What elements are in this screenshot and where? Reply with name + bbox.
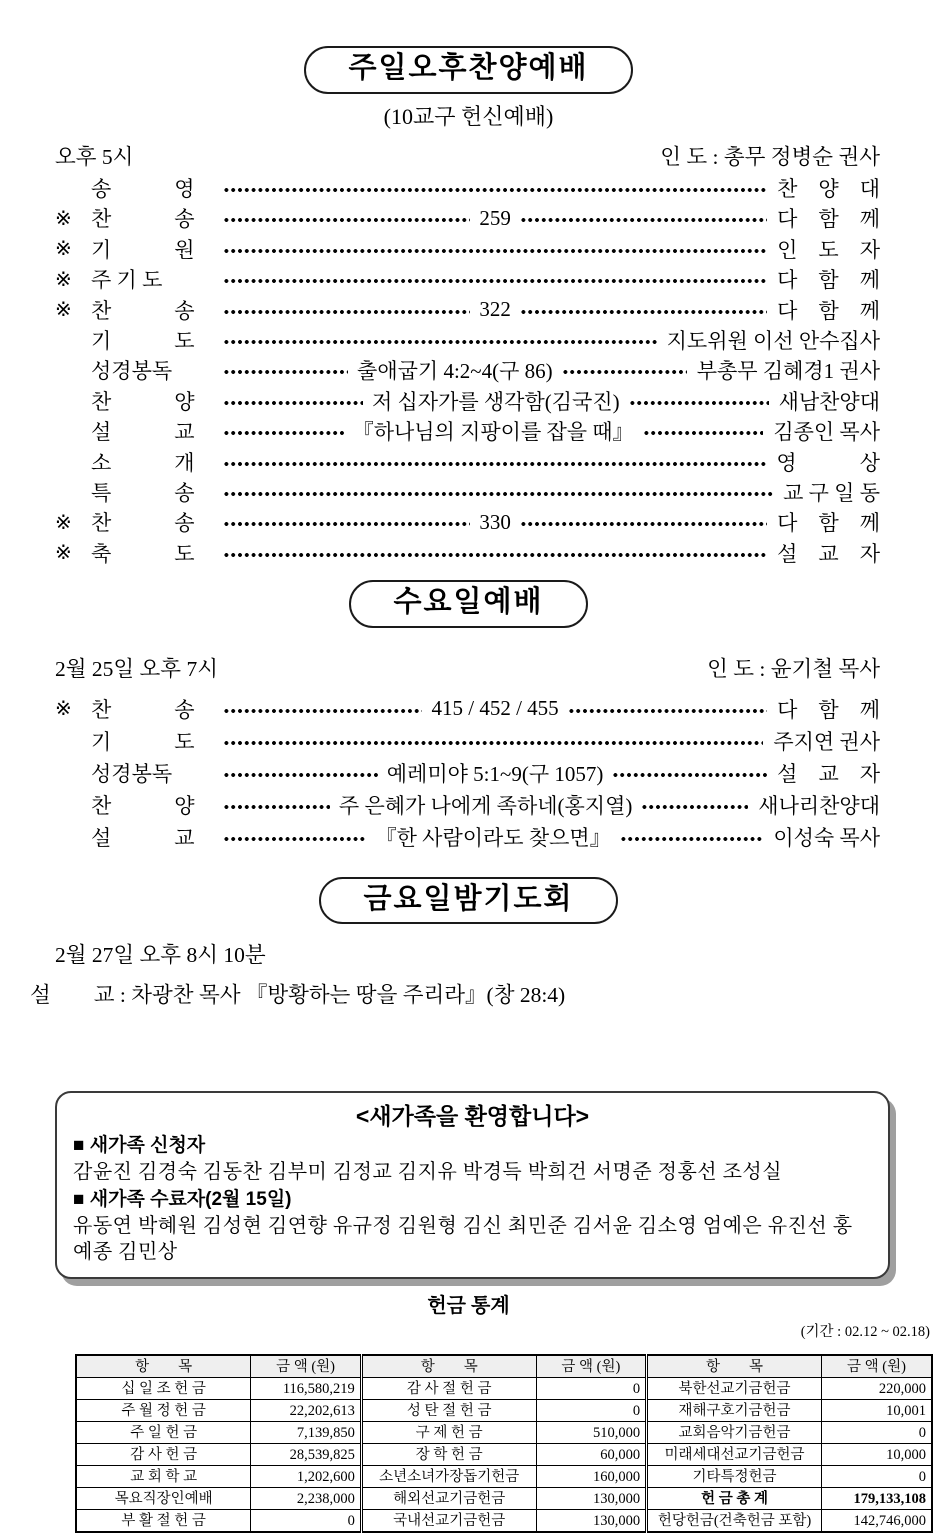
offering-item-cell: 감 사 절 헌 금 <box>361 1378 536 1400</box>
offering-item-cell: 교 회 학 교 <box>76 1466 251 1488</box>
item-detail: 322 <box>479 297 511 322</box>
service-row <box>55 477 880 507</box>
offering-item-cell: 부 활 절 헌 금 <box>76 1510 251 1533</box>
item-name: 성경봉독 <box>91 359 173 384</box>
sunday-item-list <box>0 173 937 568</box>
section-title-sunday-afternoon: 주일오후찬양예배 <box>304 46 632 94</box>
applicants-names: 감윤진 김경숙 김동찬 김부미 김정교 김지유 박경득 박희건 서명준 정홍선 조성실 <box>73 1161 783 1184</box>
item-name: 찬 송 <box>91 207 195 232</box>
dot-leader <box>223 461 766 467</box>
item-name: 찬 송 <box>91 298 195 323</box>
offering-item-cell: 감 사 헌 금 <box>76 1444 251 1466</box>
offering-item-cell: 소년소녀가장돕기헌금 <box>361 1466 536 1488</box>
header-item: 항 목 <box>647 1355 822 1378</box>
service-row <box>55 294 880 324</box>
dot-leader <box>520 521 767 527</box>
item-name: 기 원 <box>91 237 195 262</box>
sunday-time: 오후 5시 <box>55 144 134 169</box>
asterisk-marker: ※ <box>55 238 72 261</box>
item-detail: 259 <box>479 205 511 230</box>
service-row <box>55 264 880 294</box>
dot-leader <box>612 772 767 778</box>
wednesday-meta-row <box>0 656 937 683</box>
service-row <box>55 325 880 355</box>
item-person: 다 함 께 <box>777 207 881 232</box>
service-row <box>55 693 880 725</box>
graduates-label: ■ 새가족 수료자(2월 15일) <box>73 1189 292 1211</box>
offering-table-wrap <box>75 1354 933 1533</box>
offering-amount-cell: 0 <box>536 1378 647 1400</box>
service-row <box>55 416 880 446</box>
offering-item-cell: 재해구호기금헌금 <box>647 1400 822 1422</box>
item-detail: 『하나님의 지팡이를 잡을 때』 <box>352 420 634 445</box>
offering-item-cell: 기타특정헌금 <box>647 1466 822 1488</box>
service-row <box>55 507 880 537</box>
offering-row <box>76 1444 932 1466</box>
offering-amount-cell: 60,000 <box>536 1444 647 1466</box>
item-name: 설 교 <box>91 420 195 445</box>
item-name: 찬 양 <box>91 389 195 414</box>
header-amount: 금 액 (원) <box>821 1355 932 1378</box>
offering-title: 헌금 통계 <box>427 1295 510 1318</box>
dot-leader <box>223 369 348 375</box>
sunday-leader: 인 도 : 총무 정병순 권사 <box>660 144 880 169</box>
offering-row <box>76 1488 932 1510</box>
offering-table <box>75 1354 933 1533</box>
offering-amount-cell: 7,139,850 <box>251 1422 362 1444</box>
dot-leader <box>223 521 470 527</box>
offering-item-cell: 미래세대선교기금헌금 <box>647 1444 822 1466</box>
dot-leader <box>562 369 687 375</box>
item-name: 소 개 <box>91 450 195 475</box>
offering-item-cell: 북한선교기금헌금 <box>647 1378 822 1400</box>
dot-leader <box>223 772 378 778</box>
service-row <box>55 537 880 567</box>
item-person: 다 함 께 <box>777 697 880 722</box>
offering-amount-cell: 160,000 <box>536 1466 647 1488</box>
offering-item-cell: 성 탄 절 헌 금 <box>361 1400 536 1422</box>
item-name: 특 송 <box>91 480 195 505</box>
dot-leader <box>223 400 363 406</box>
item-person: 인 도 자 <box>777 237 880 262</box>
offering-row <box>76 1422 932 1444</box>
item-name: 성경봉독 <box>91 761 173 786</box>
item-name: 설 교 <box>91 825 195 850</box>
friday-date-time: 2월 27일 오후 8시 10분 <box>55 943 266 968</box>
item-person: 교 구 일 동 <box>783 480 880 505</box>
item-person: 새나리찬양대 <box>758 793 880 818</box>
offering-item-cell: 해외선교기금헌금 <box>361 1488 536 1510</box>
item-name: 송 영 <box>91 176 195 201</box>
item-person: 부총무 김혜경1 권사 <box>696 359 881 384</box>
offering-amount-cell: 179,133,108 <box>821 1488 932 1510</box>
offering-item-cell: 십 일 조 헌 금 <box>76 1378 251 1400</box>
offering-amount-cell: 130,000 <box>536 1510 647 1533</box>
header-amount: 금 액 (원) <box>251 1355 362 1378</box>
offering-table-body <box>76 1378 932 1533</box>
dot-leader <box>223 187 767 193</box>
item-person: 영 상 <box>776 450 880 475</box>
asterisk-marker: ※ <box>55 698 72 721</box>
offering-amount-cell: 22,202,613 <box>251 1400 362 1422</box>
dot-leader <box>223 708 422 714</box>
offering-item-cell: 장 학 헌 금 <box>361 1444 536 1466</box>
asterisk-marker: ※ <box>55 268 72 291</box>
asterisk-marker: ※ <box>55 511 72 534</box>
item-detail: 『한 사람이라도 찾으면』 <box>375 825 611 850</box>
sunday-meta-row <box>0 144 937 171</box>
item-name: 찬 송 <box>91 697 195 722</box>
asterisk-marker: ※ <box>55 299 72 322</box>
new-family-box <box>55 1091 890 1279</box>
dot-leader <box>223 309 470 315</box>
dot-leader <box>223 491 773 497</box>
dot-leader <box>520 309 767 315</box>
offering-row <box>76 1378 932 1400</box>
offering-amount-cell: 10,000 <box>821 1444 932 1466</box>
dot-leader <box>223 430 344 436</box>
service-row <box>55 386 880 416</box>
offering-amount-cell: 116,580,219 <box>251 1378 362 1400</box>
applicants-label: ■ 새가족 신청자 <box>73 1135 206 1157</box>
item-person: 주지연 권사 <box>773 729 880 754</box>
dot-leader <box>223 248 767 254</box>
wednesday-date-time: 2월 25일 오후 7시 <box>55 656 218 681</box>
offering-amount-cell: 0 <box>821 1466 932 1488</box>
item-name: 기 도 <box>91 328 195 353</box>
dot-leader <box>223 339 657 345</box>
dot-leader <box>223 804 330 810</box>
offering-item-cell: 헌당헌금(건축헌금 포함) <box>647 1510 822 1533</box>
offering-amount-cell: 28,539,825 <box>251 1444 362 1466</box>
service-row <box>55 725 880 757</box>
service-row <box>55 203 880 233</box>
wednesday-item-list <box>0 693 937 853</box>
offering-row <box>76 1400 932 1422</box>
offering-amount-cell: 0 <box>821 1422 932 1444</box>
asterisk-marker: ※ <box>55 542 72 565</box>
item-person: 다 함 께 <box>777 298 881 323</box>
dot-leader <box>643 430 764 436</box>
item-name: 찬 양 <box>91 793 195 818</box>
dot-leader <box>223 278 767 284</box>
item-name: 기 도 <box>91 729 195 754</box>
dot-leader <box>641 804 748 810</box>
service-row <box>55 757 880 789</box>
dot-leader <box>223 740 763 746</box>
item-detail: 저 십자가를 생각함(김국진) <box>371 389 620 414</box>
item-name: 축 도 <box>91 541 195 566</box>
item-person: 설 교 자 <box>777 541 880 566</box>
offering-row <box>76 1510 932 1533</box>
item-person: 새남찬양대 <box>778 389 881 414</box>
offering-item-cell: 교회음악기금헌금 <box>647 1422 822 1444</box>
service-row <box>55 446 880 476</box>
dot-leader <box>629 400 769 406</box>
item-person: 지도위원 이선 안수집사 <box>666 328 880 353</box>
item-person: 다 함 께 <box>777 268 880 293</box>
service-row <box>55 234 880 264</box>
offering-amount-cell: 510,000 <box>536 1422 647 1444</box>
section-title-wednesday: 수요일예배 <box>349 580 587 628</box>
dot-leader <box>223 552 767 558</box>
item-person: 김종인 목사 <box>773 420 880 445</box>
offering-item-cell: 주 월 정 헌 금 <box>76 1400 251 1422</box>
item-name: 주 기 도 <box>91 268 163 293</box>
section-title-friday: 금요일밤기도회 <box>319 877 617 925</box>
friday-sermon-line: 설 교 : 차광찬 목사 『방황하는 땅을 주리라』(창 28:4) <box>30 983 566 1008</box>
header-amount: 금 액 (원) <box>536 1355 647 1378</box>
offering-amount-cell: 220,000 <box>821 1378 932 1400</box>
offering-amount-cell: 130,000 <box>536 1488 647 1510</box>
offering-period: (기간 : 02.12 ~ 02.18) <box>800 1324 930 1341</box>
offering-amount-cell: 142,746,000 <box>821 1510 932 1533</box>
item-detail: 주 은혜가 나에게 족하네(홍지열) <box>338 793 633 818</box>
item-person: 다 함 께 <box>777 511 881 536</box>
offering-item-cell: 헌 금 총 계 <box>647 1488 822 1510</box>
item-detail: 예레미야 5:1~9(구 1057) <box>386 761 604 786</box>
dot-leader <box>223 836 367 842</box>
sunday-subtitle: (10교구 헌신예배) <box>383 103 554 129</box>
item-person: 찬 양 대 <box>777 176 880 201</box>
offering-item-cell: 목요직장인예배 <box>76 1488 251 1510</box>
service-row <box>55 821 880 853</box>
service-row <box>55 173 880 203</box>
dot-leader <box>520 217 767 223</box>
offering-item-cell: 구 제 헌 금 <box>361 1422 536 1444</box>
item-person: 이성숙 목사 <box>773 825 881 850</box>
dot-leader <box>223 217 470 223</box>
offering-amount-cell: 10,001 <box>821 1400 932 1422</box>
offering-amount-cell: 0 <box>536 1400 647 1422</box>
item-person: 설 교 자 <box>777 761 881 786</box>
item-detail: 330 <box>479 509 511 534</box>
offering-amount-cell: 0 <box>251 1510 362 1533</box>
wednesday-leader: 인 도 : 윤기철 목사 <box>707 656 880 681</box>
offering-header-row <box>76 1355 932 1378</box>
offering-item-cell: 국내선교기금헌금 <box>361 1510 536 1533</box>
item-detail: 415 / 452 / 455 <box>431 696 559 721</box>
header-item: 항 목 <box>76 1355 251 1378</box>
offering-amount-cell: 2,238,000 <box>251 1488 362 1510</box>
header-item: 항 목 <box>361 1355 536 1378</box>
item-name: 찬 송 <box>91 511 195 536</box>
service-row <box>55 355 880 385</box>
dot-leader <box>620 836 764 842</box>
new-family-title: <새가족을 환영합니다> <box>355 1103 590 1130</box>
dot-leader <box>568 708 767 714</box>
service-row <box>55 789 880 821</box>
item-detail: 출애굽기 4:2~4(구 86) <box>357 359 553 384</box>
offering-amount-cell: 1,202,600 <box>251 1466 362 1488</box>
offering-item-cell: 주 일 헌 금 <box>76 1422 251 1444</box>
offering-row <box>76 1466 932 1488</box>
asterisk-marker: ※ <box>55 207 72 230</box>
graduates-names: 유동연 박혜원 김성현 김연향 유규정 김원형 김신 최민준 김서윤 김소영 엄예은 유진선 홍예종 김민상 <box>73 1215 853 1264</box>
